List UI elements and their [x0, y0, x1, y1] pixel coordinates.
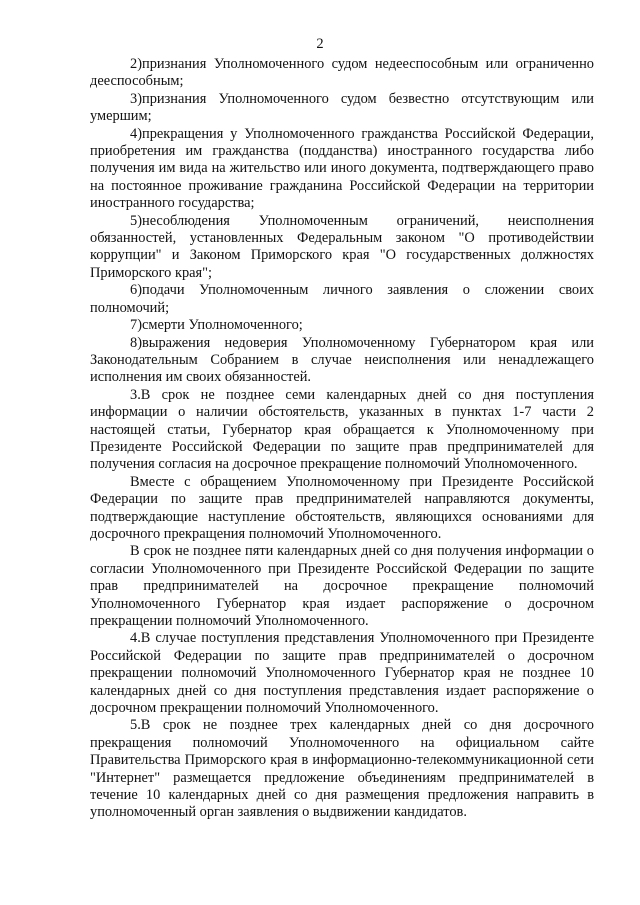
paragraph-part-5: 5.В срок не позднее трех календарных дней со дня досрочного прекращения полномочий Уполномоченного на официальном сайте Правительства Приморского края в информационно-телекоммуникационной сети "Интернет" размещается предложение объединениям предпринимателей в течение 10 календарных дней со дня размещения предложения направить в уполномоченный орган заявления о выдвижении кандидатов. — [90, 717, 594, 821]
paragraph-item-2: 2)признания Уполномоченного судом недееспособным или ограниченно дееспособным; — [90, 56, 594, 90]
paragraph-item-6: 6)подачи Уполномоченным личного заявления о сложении своих полномочий; — [90, 282, 594, 316]
paragraph-item-5: 5)несоблюдения Уполномоченным ограничений, неисполнения обязанностей, установленных Федеральным законом "О противодействии коррупции" и Законом Приморского края "О государственных должностях Приморского края"; — [90, 212, 594, 281]
paragraph-part-3: 3.В срок не позднее семи календарных дней со дня поступления информации о наличии обстоятельств, указанных в пунктах 1-7 части 2 настоящей статьи, Губернатор края обращается к Уполномоченному при Президенте Российской Федерации по защите прав предпринимателей для получения согласия на досрочное прекращение полномочий Уполномоченного. — [90, 386, 594, 473]
document-body — [90, 56, 594, 822]
paragraph-item-3: 3)признания Уполномоченного судом безвестно отсутствующим или умершим; — [90, 90, 594, 125]
paragraph-item-4: 4)прекращения у Уполномоченного гражданства Российской Федерации, приобретения им гражданства (подданства) иностранного государства либо получения им вида на жительство или иного документа, подтверждающего право на постоянное проживание гражданина Российской Федерации на территории иностранного государства; — [90, 125, 594, 212]
page-number: 2 — [316, 36, 324, 52]
paragraph-part-3-order: В срок не позднее пяти календарных дней со дня получения информации о согласии Уполномоченного при Президенте Российской Федерации по защите прав предпринимателей на досрочное прекращение полномочий Уполномоченного Губернатор края издает распоряжение о досрочном прекращении полномочий Уполномоченного. — [90, 543, 594, 629]
paragraph-part-4: 4.В случае поступления представления Уполномоченного при Президенте Российской Федерации по защите прав предпринимателей о досрочном прекращении полномочий Уполномоченного Губернатор края не позднее 10 календарных дней со дня поступления представления издает распоряжение о досрочном прекращении полномочий Уполномоченного. — [90, 630, 594, 717]
paragraph-item-8: 8)выражения недоверия Уполномоченному Губернатором края или Законодательным Собранием в случае неисполнения или ненадлежащего исполнения им своих обязанностей. — [90, 334, 594, 386]
paragraph-item-7: 7)смерти Уполномоченного; — [130, 317, 303, 334]
paragraph-part-3-documents: Вместе с обращением Уполномоченному при Президенте Российской Федерации по защите прав предпринимателей направляются документы, подтверждающие наступление обстоятельств, являющихся основаниями для досрочного прекращения полномочий Уполномоченного. — [90, 473, 594, 542]
